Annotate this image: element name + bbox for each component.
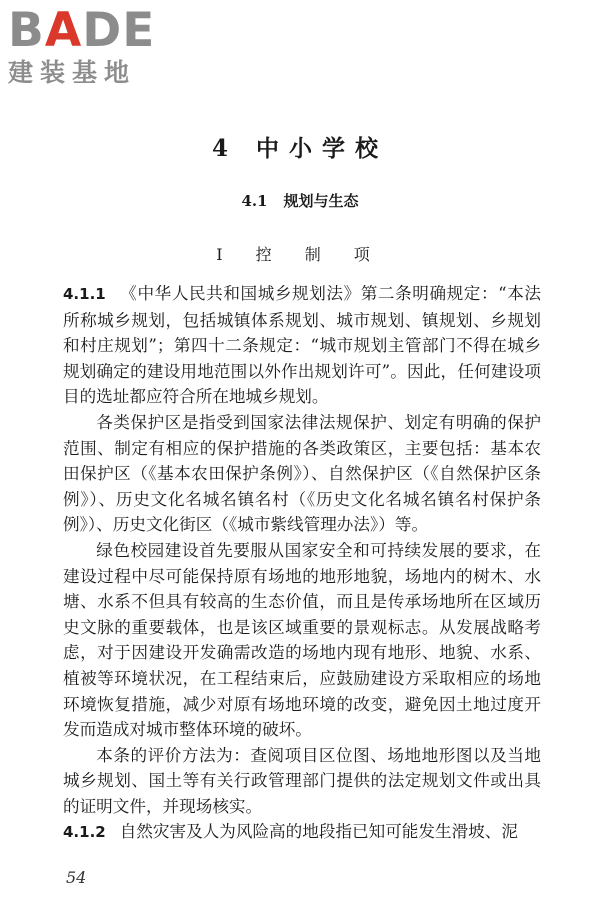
chapter-title: 4 中小学校 xyxy=(211,135,388,162)
logo-letter-a-accent: A xyxy=(44,3,83,58)
bade-logo xyxy=(8,3,178,88)
clause-4-1-2 xyxy=(63,819,541,846)
clause-4-1-1 xyxy=(63,281,541,410)
logo-subtitle: 建装基地 xyxy=(8,58,137,87)
clause-text: 自然灾害及人为风险高的地段指已知可能发生滑坡、泥 xyxy=(119,822,518,842)
paragraph: 绿色校园建设首先要服从国家安全和可持续发展的要求，在建设过程中尽可能保持原有场地的地形地貌，场地内的树木、水塘、水系不但具有较高的生态价值，而且是传承场地所在区域历史文脉的重要载体，也是该区域重要的景观标志。从发展战略考虑，对于因建设开发确需改造的场地内现有地形、地貌、水系、植被等环境状况，在工程结束后，应鼓励建设方采取相应的场地环境恢复措施，减少对原有场地环境的改变，避免因土地过度开发而造成对城市整体环境的破坏。 xyxy=(63,540,541,740)
page-number: 54 xyxy=(66,868,87,887)
section-heading: 规划与生态 xyxy=(283,192,359,210)
paragraph: 各类保护区是指受到国家法律法规保护、划定有明确的保护范围、制定有相应的保护措施的各类政策区，主要包括：基本农田保护区（《基本农田保护条例》）、自然保护区（《自然保护区条例》）、历史文化名城名镇名村（《历史文化名城名镇名村保护条例》）、历史文化街区（《城市紫线管理办法》）等。 xyxy=(63,412,541,535)
clause-text: 《中华人民共和国城乡规划法》第二条明确规定：“本法所称城乡规划，包括城镇体系规划、城市规划、镇规划、乡规划和村庄规划”；第四十二条规定：“城市规划主管部门不得在城乡规划确定的建设用地范围以外作出规划许可”。因此，任何建设项目的选址都应符合所在地城乡规划。 xyxy=(63,284,541,407)
clause-number: 4.1.1 xyxy=(63,285,106,303)
body-text xyxy=(63,281,541,846)
subsection-title: Ⅰ 控 制 项 xyxy=(216,245,384,264)
section-title xyxy=(0,190,600,211)
clause-number: 4.1.2 xyxy=(63,823,106,842)
logo-letters-de: DE xyxy=(82,3,156,58)
logo-wordmark xyxy=(8,3,178,58)
paragraph: 本条的评价方法为：查阅项目区位图、场地地形图以及当地城乡规划、国土等有关行政管理部门提供的法定规划文件或出具的证明文件，并现场核实。 xyxy=(63,745,541,816)
logo-letter-b: B xyxy=(8,3,45,58)
section-number: 4.1 xyxy=(241,192,268,210)
